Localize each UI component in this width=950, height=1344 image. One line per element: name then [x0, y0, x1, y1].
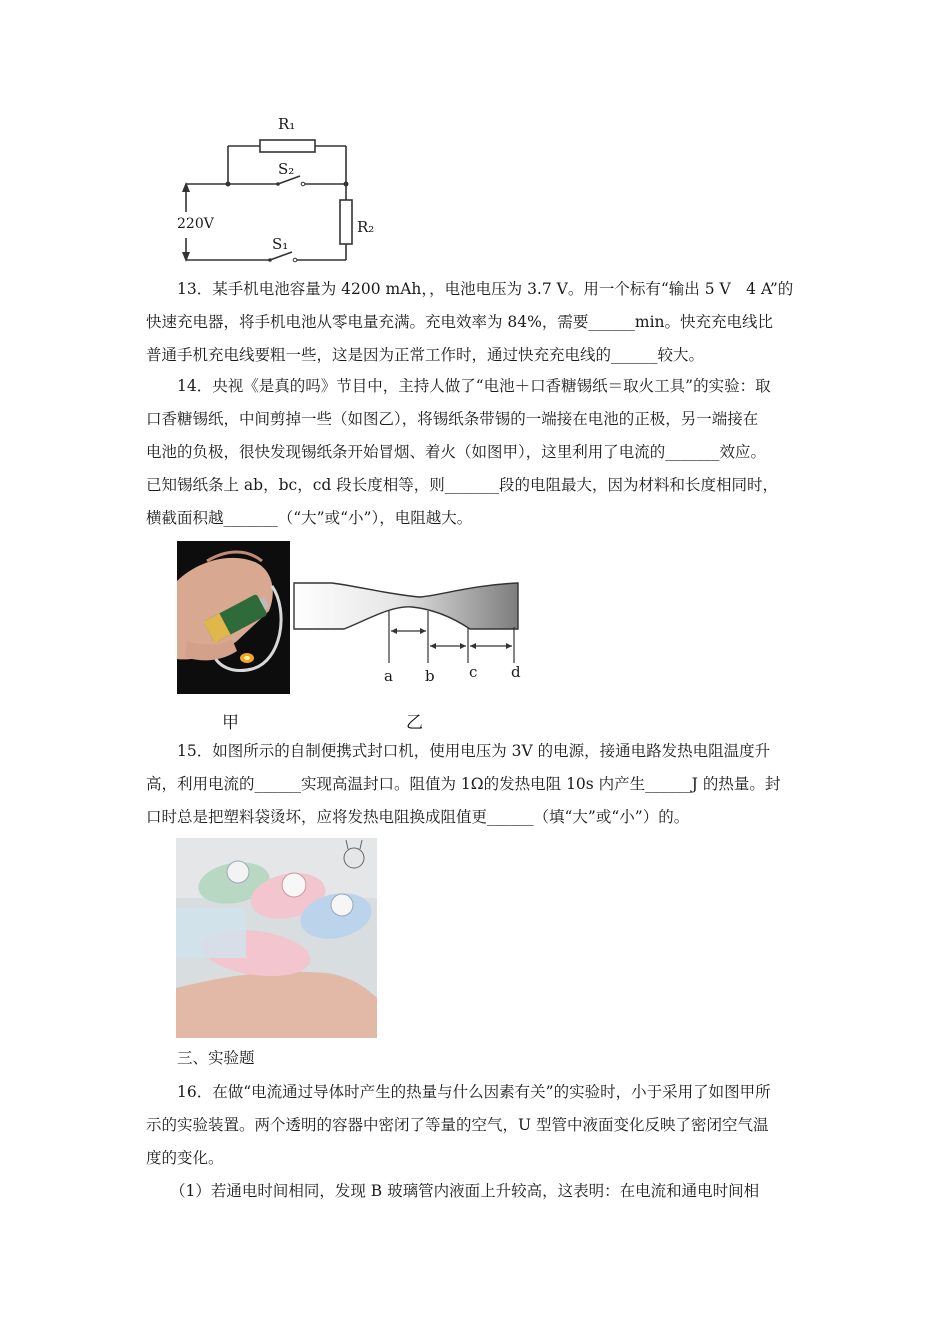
label-a: a — [384, 667, 393, 685]
q13-line-2: 快速充电器，将手机电池从零电量充满。充电效率为 84%，需要______min。快充充电线比 — [146, 313, 774, 331]
label-c: c — [469, 663, 478, 681]
q15-line-1: 15．如图所示的自制便携式封口机，使用电压为 3V 的电源，接通电路发热电阻温度升 — [177, 742, 771, 760]
label-d: d — [511, 663, 521, 681]
q14-line-5: 横截面积越_______（“大”或“小”），电阻越大。 — [146, 509, 473, 527]
section-3 — [146, 1042, 810, 1075]
q14-line-2: 口香糖锡纸，中间剪掉一些（如图乙），将锡纸条带锡的一端接在电池的正极，另一端接在 — [146, 410, 759, 428]
question-15 — [146, 735, 810, 834]
q14-line-1: 14．央视《是真的吗》节目中，主持人做了“电池＋口香糖锡纸＝取火工具”的实验：取 — [177, 377, 771, 395]
q15-line-3: 口时总是把塑料袋烫坏，应将发热电阻换成阻值更______（填“大”或“小”）的。 — [146, 808, 690, 826]
caption-yi: 乙 — [406, 713, 423, 733]
label-b: b — [425, 667, 435, 685]
r2-label: R₂ — [357, 218, 375, 236]
q13-line-1: 13．某手机电池容量为 4200 mAh，，电池电压为 3.7 V。用一个标有“输出 5 V 4 A”的 — [177, 280, 794, 298]
section-3-title: 三、实验题 — [177, 1049, 255, 1067]
heat-sealer-photo — [176, 838, 377, 1038]
r1-label: R₁ — [278, 115, 296, 133]
question-16 — [146, 1076, 810, 1208]
foil-battery-photo — [177, 541, 290, 694]
circuit-diagram — [170, 110, 375, 270]
q16-subquestion-1: （1）若通电时间相同，发现 B 玻璃管内液面上升较高，这表明：在电流和通电时间相 — [170, 1182, 760, 1200]
q16-line-3: 度的变化。 — [146, 1149, 224, 1167]
q14-line-3: 电池的负极，很快发现锡纸条开始冒烟、着火（如图甲），这里利用了电流的_______效应。 — [146, 443, 767, 461]
q16-line-1: 16．在做“电流通过导体时产生的热量与什么因素有关”的实验时，小于采用了如图甲所 — [177, 1083, 771, 1101]
resistor-r2 — [340, 200, 352, 244]
question-13 — [146, 273, 810, 372]
q15-line-2: 高，利用电流的______实现高温封口。阻值为 1Ω的发热电阻 10s 内产生______J 的热量。封 — [146, 775, 781, 793]
caption-jia: 甲 — [222, 713, 239, 733]
q16-line-2: 示的实验装置。两个透明的容器中密闭了等量的空气，U 型管中液面变化反映了密闭空气温 — [146, 1116, 769, 1134]
q14-line-4: 已知锡纸条上 ab，bc，cd 段长度相等，则_______段的电阻最大，因为材料和长度相同时， — [146, 476, 778, 494]
s1-label: S₁ — [272, 235, 289, 253]
q13-line-3: 普通手机充电线要粗一些，这是因为正常工作时，通过快充充电线的______较大。 — [146, 346, 705, 364]
question-14 — [146, 370, 810, 535]
foil-strip-diagram — [292, 575, 522, 685]
resistor-r1 — [260, 140, 315, 152]
s2-label: S₂ — [278, 160, 295, 178]
voltage-label: 220V — [177, 216, 214, 232]
